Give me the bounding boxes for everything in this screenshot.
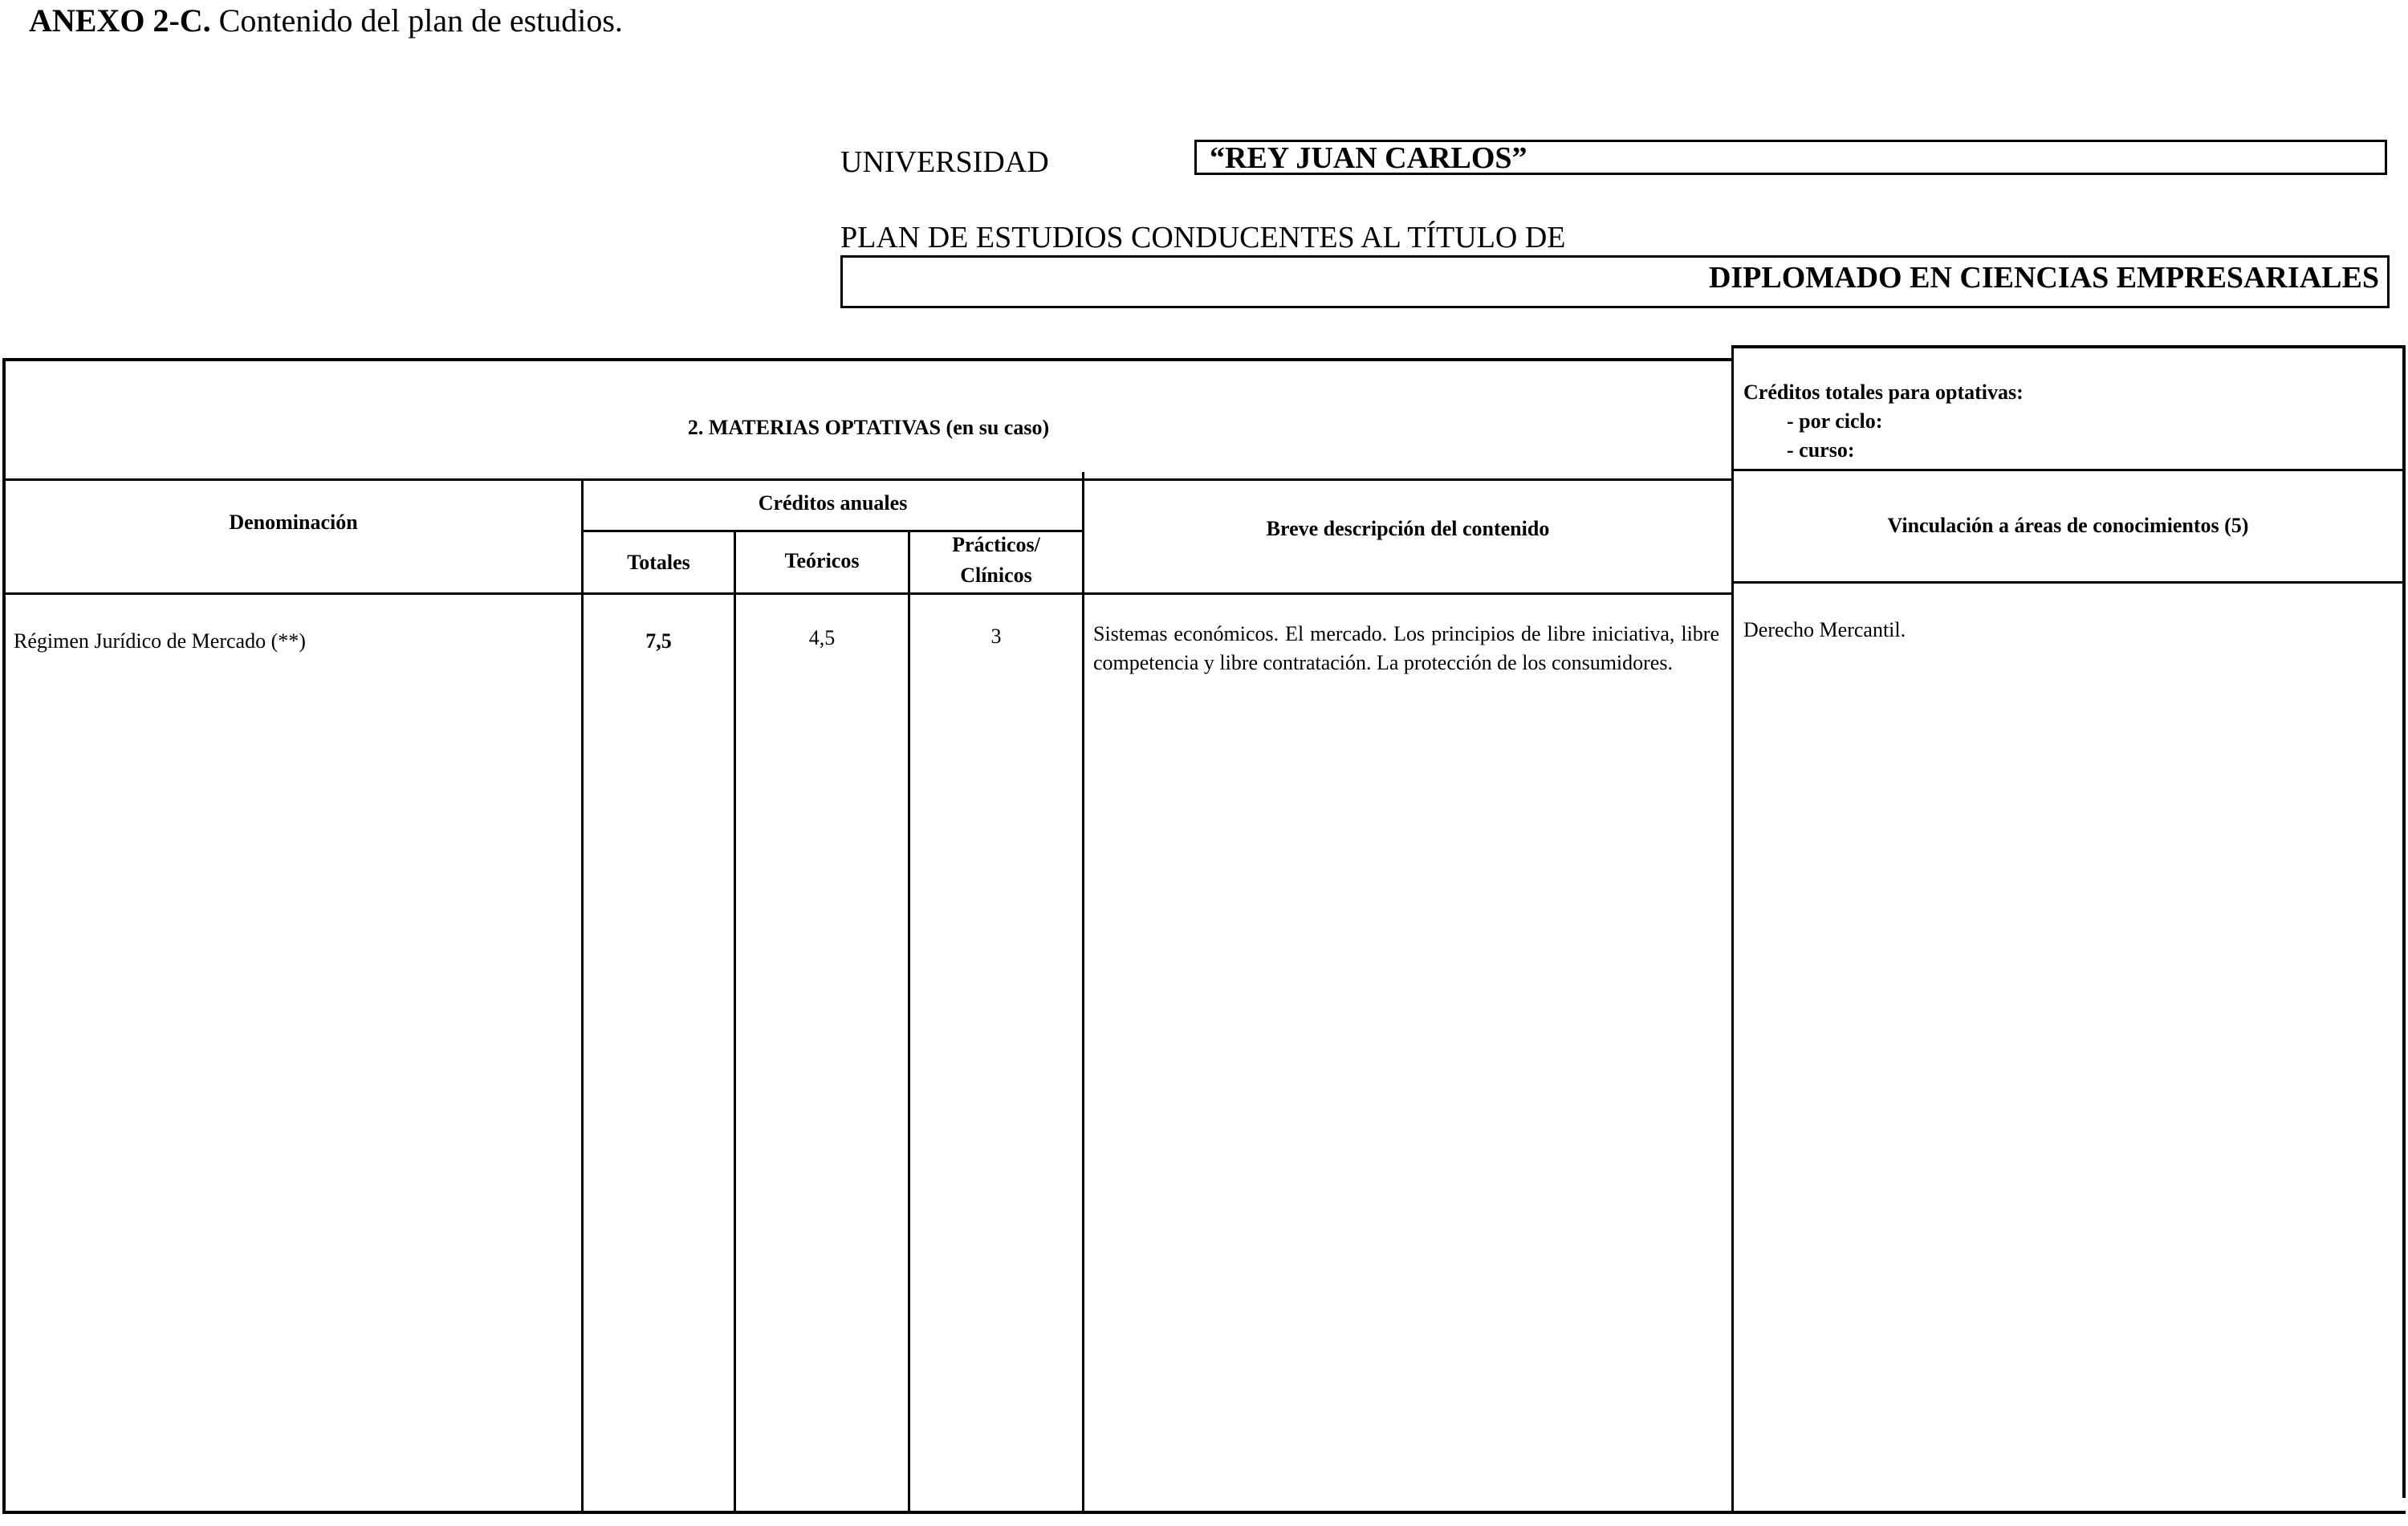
credits-subheader-separator — [581, 530, 1083, 532]
col-header-areas: Vinculación a áreas de conocimientos (5) — [1887, 514, 2249, 537]
annex-number: ANEXO 2-C. — [29, 2, 211, 39]
row-subject-name: Régimen Jurídico de Mercado (**) — [14, 629, 306, 653]
degree-title-box: DIPLOMADO EN CIENCIAS EMPRESARIALES — [840, 255, 2390, 308]
row-credits-practical: 3 — [990, 625, 1002, 648]
section-title: 2. MATERIAS OPTATIVAS (en su caso) — [687, 416, 1050, 439]
row-credits-theoretical: 4,5 — [808, 626, 836, 649]
table-border-right — [2402, 345, 2406, 1498]
section-row-separator-left — [2, 478, 1732, 481]
totals-per-cycle: - por ciclo: — [1787, 409, 1883, 433]
plan-label: PLAN DE ESTUDIOS CONDUCENTES AL TÍTULO DE — [840, 221, 1566, 254]
row-knowledge-areas: Derecho Mercantil. — [1743, 618, 1906, 641]
col-header-annual-credits: Créditos anuales — [758, 491, 908, 515]
totals-box-title: Créditos totales para optativas: — [1743, 380, 2024, 404]
table-border-top-left — [2, 358, 1732, 361]
col-divider-theoretical — [908, 530, 910, 1514]
col-header-practical: Prácticos/ — [952, 533, 1040, 556]
header-bottom-separator-left — [2, 592, 1732, 595]
table-border-bottom — [2, 1511, 2406, 1514]
table-border-top-right — [1731, 345, 2406, 348]
col-header-name: Denominación — [229, 511, 358, 534]
row-description: Sistemas económicos. El mercado. Los principios de libre iniciativa, libre competencia y libre contratación. La protección de los consumidores. — [1093, 622, 1719, 674]
col-divider-credits — [1082, 472, 1084, 1514]
totals-per-course: - curso: — [1787, 438, 1855, 462]
section-row-separator-right — [1731, 469, 2406, 471]
col-header-description: Breve descripción del contenido — [1266, 517, 1550, 540]
col-header-clinical: Clínicos — [960, 564, 1032, 587]
annex-heading — [29, 2, 623, 39]
annex-caption: Contenido del plan de estudios. — [210, 2, 623, 39]
university-name-box: “REY JUAN CARLOS” — [1194, 140, 2387, 175]
col-header-theoretical: Teóricos — [784, 549, 860, 572]
header-bottom-separator-right — [1731, 581, 2406, 584]
col-divider-totals — [734, 530, 736, 1514]
university-label: UNIVERSIDAD — [840, 145, 1049, 179]
col-header-totals: Totales — [627, 551, 690, 574]
row-credits-totals: 7,5 — [645, 629, 672, 653]
